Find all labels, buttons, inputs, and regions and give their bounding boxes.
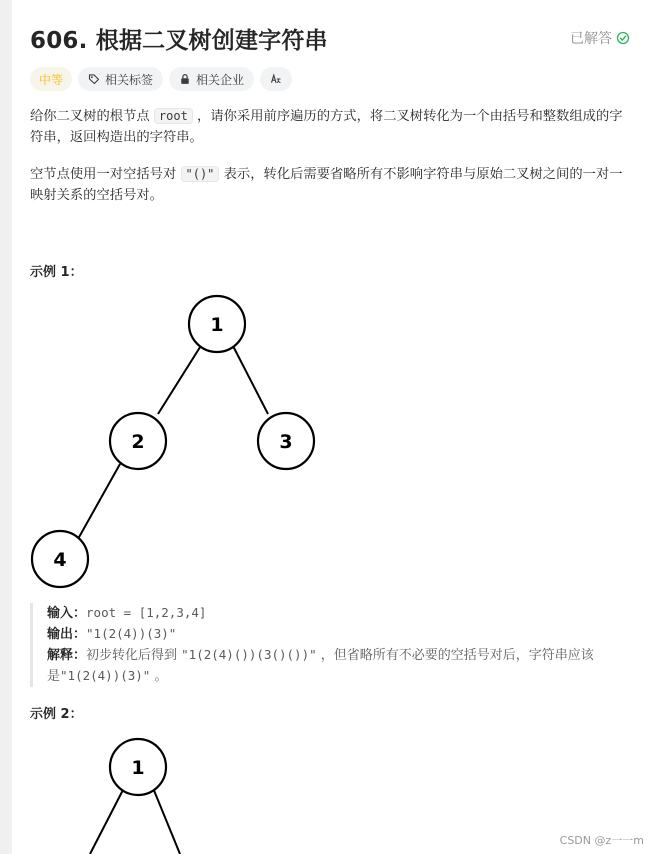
explanation-code: "1(2(4))(3)" (60, 668, 151, 683)
problem-title: 606. 根据二叉树创建字符串 (30, 28, 328, 54)
tree-node-1 (110, 739, 166, 795)
example-2-title: 示例 2： (30, 707, 83, 722)
solved-label: 已解答 (570, 31, 612, 47)
tree-node-3 (258, 413, 314, 469)
root-code: root (154, 108, 193, 124)
svg-text:1: 1 (131, 757, 145, 779)
explanation-label: 解释： (47, 648, 87, 663)
problem-header (30, 22, 630, 56)
explanation-text: 。 (150, 669, 168, 684)
watermark: CSDN @z一一m (559, 834, 644, 847)
tree-edge (232, 344, 268, 414)
related-companies-label: 相关企业 (196, 72, 245, 87)
tag-bar (30, 67, 292, 91)
tree-node-1 (189, 296, 245, 352)
output-value: "1(2(4))(3)" (86, 626, 177, 641)
output-line (47, 624, 630, 645)
input-line (47, 603, 630, 624)
tree-edge (90, 788, 124, 854)
check-circle-icon (616, 31, 630, 45)
related-tags-label: 相关标签 (105, 72, 154, 87)
example-1-io-block (30, 603, 630, 687)
example-2-tree-diagram (0, 730, 340, 854)
tree-edge (158, 344, 202, 414)
explanation-line (47, 645, 630, 687)
lock-icon (179, 73, 191, 85)
difficulty-badge[interactable]: 中等 (30, 67, 72, 91)
input-label: 输入： (47, 606, 87, 621)
description-paragraph-1 (30, 106, 630, 148)
explanation-text: ，但省略所有不必要的空括号对后，字符串应该是 (47, 648, 594, 684)
description-text: 给你二叉树的根节点 (30, 109, 154, 124)
tree-node-4 (32, 531, 88, 587)
solved-status (570, 28, 630, 48)
tree-node-2 (110, 413, 166, 469)
tag-icon (88, 73, 100, 85)
description-text: ，请你采用前序遍历的方式，将二叉树转化为一个由括号和整数组成的字符串，返回构造出的字符串。 (30, 109, 623, 145)
output-label: 输出： (47, 627, 87, 642)
empty-parens-code: "()" (181, 166, 220, 182)
translate-button[interactable] (260, 67, 292, 91)
description-paragraph-2 (30, 164, 630, 206)
related-tags-button[interactable] (78, 67, 163, 91)
explanation-code: "1(2(4)())(3()())" (181, 647, 317, 662)
svg-text:1: 1 (210, 314, 224, 336)
example-1-title: 示例 1： (30, 265, 83, 280)
related-companies-button[interactable] (169, 67, 254, 91)
tree-edge (78, 464, 120, 539)
explanation-text: 初步转化后得到 (86, 648, 182, 663)
tree-edge (153, 788, 180, 854)
translate-icon (270, 73, 282, 85)
svg-text:3: 3 (279, 431, 293, 453)
input-value: root = [1,2,3,4] (86, 605, 207, 620)
description-text: 空节点使用一对空括号对 (30, 167, 181, 182)
svg-text:4: 4 (53, 549, 67, 571)
example-1-tree-diagram (0, 286, 340, 596)
description-text: 表示，转化后需要省略所有不影响字符串与原始二叉树之间的一对一映射关系的空括号对。 (30, 167, 623, 203)
svg-text:2: 2 (131, 431, 145, 453)
